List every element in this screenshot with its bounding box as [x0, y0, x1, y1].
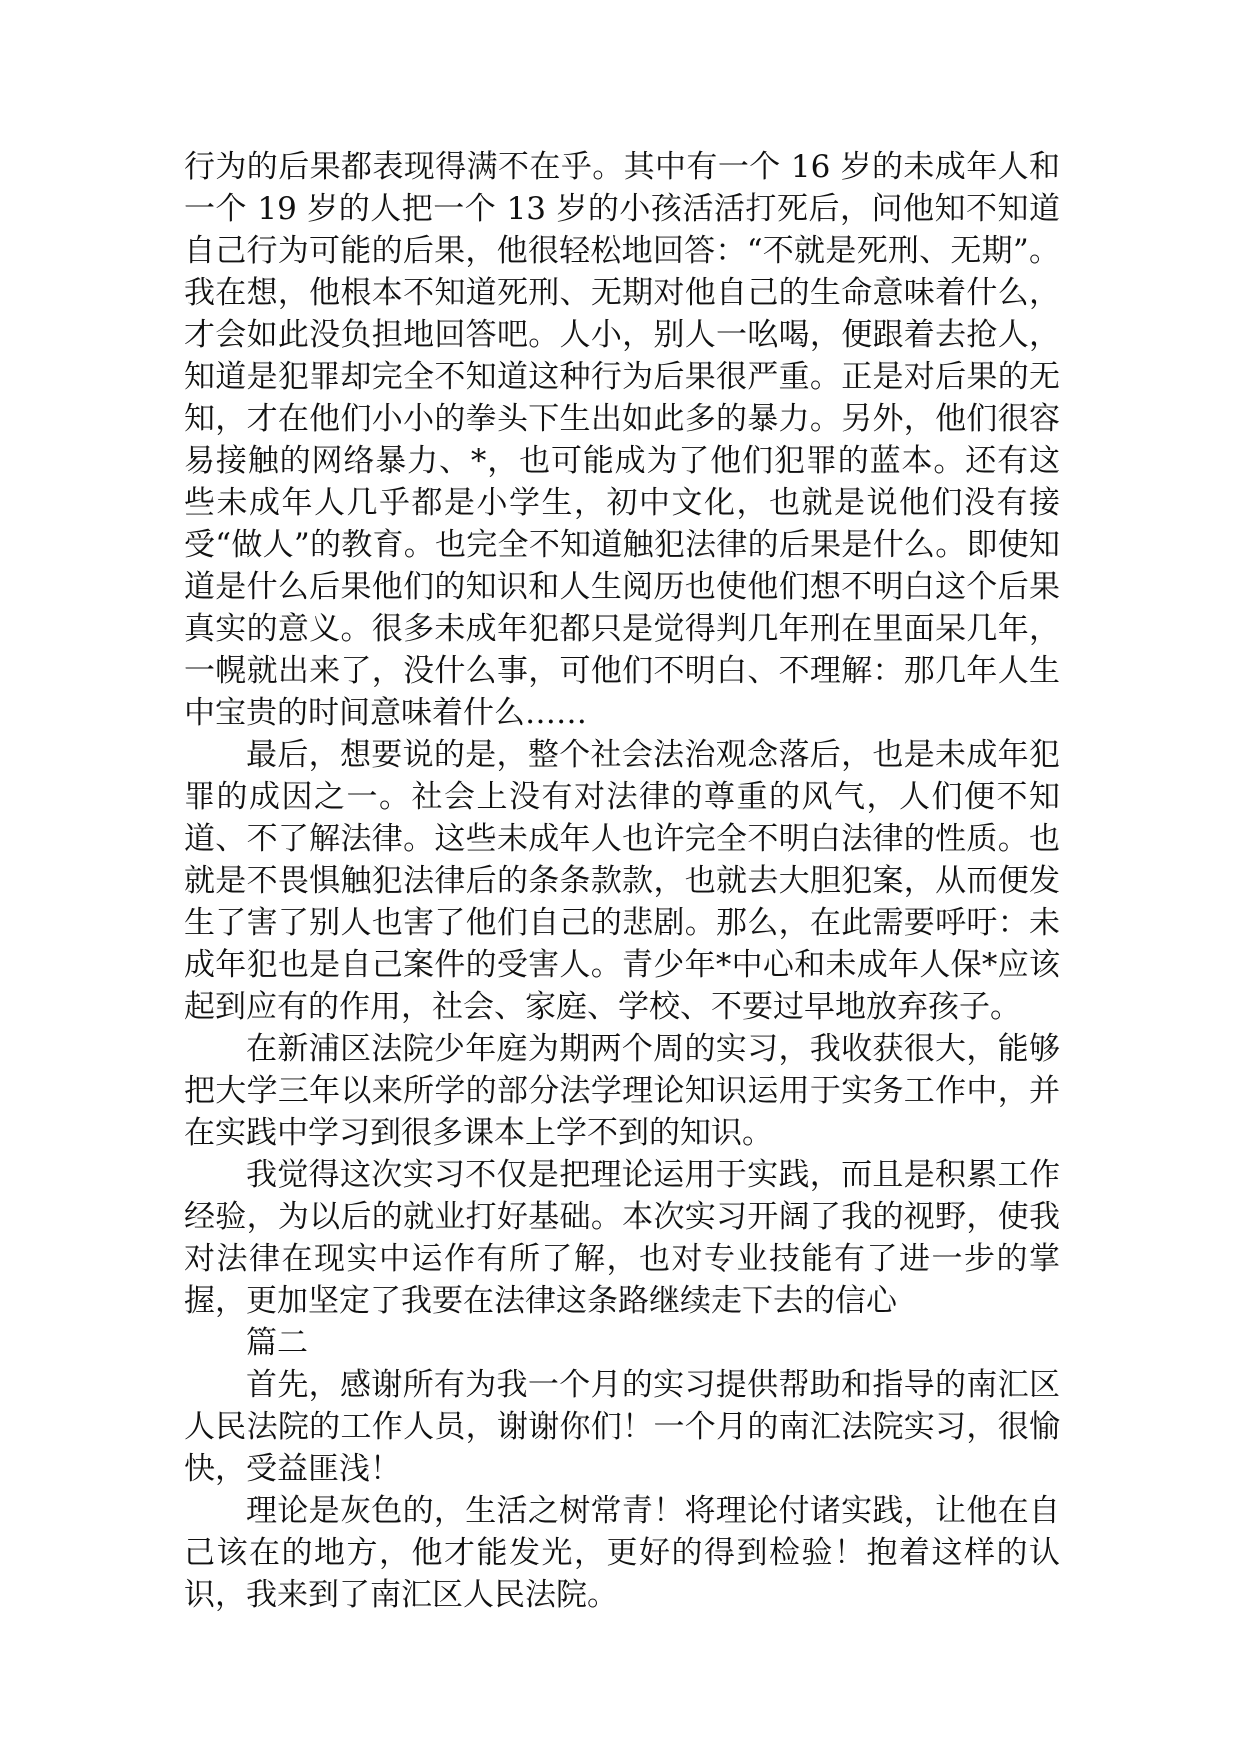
paragraph-internship-reflection: 我觉得这次实习不仅是把理论运用于实践，而且是积累工作经验，为以后的就业打好基础。本次实习开阔了我的视野，使我对法律在现实中运作有所了解，也对专业技能有了进一步的掌握，更加坚定了我要在法律这条路继续走下去的信心	[184, 1157, 1060, 1319]
section-heading-part-two: 篇二	[246, 1325, 308, 1361]
paragraph-thanks: 首先，感谢所有为我一个月的实习提供帮助和指导的南汇区人民法院的工作人员，谢谢你们！一个月的南汇法院实习，很愉快，受益匪浅！	[184, 1367, 1060, 1487]
document-body	[184, 146, 1060, 1616]
paragraph-theory-practice: 理论是灰色的，生活之树常青！将理论付诸实践，让他在自己该在的地方，他才能发光，更好的得到检验！抱着这样的认识，我来到了南汇区人民法院。	[184, 1493, 1060, 1613]
paragraph-conclusion: 最后，想要说的是，整个社会法治观念落后，也是未成年犯罪的成因之一。社会上没有对法律的尊重的风气，人们便不知道、不了解法律。这些未成年人也许完全不明白法律的性质。也就是不畏惧触犯法律后的条条款款，也就去大胆犯案，从而便发生了害了别人也害了他们自己的悲剧。那么，在此需要呼吁：未成年犯也是自己案件的受害人。青少年*中心和未成年人保*应该起到应有的作用，社会、家庭、学校、不要过早地放弃孩子。	[184, 737, 1060, 1025]
paragraph-internship-gain: 在新浦区法院少年庭为期两个周的实习，我收获很大，能够把大学三年以来所学的部分法学理论知识运用于实务工作中，并在实践中学习到很多课本上学不到的知识。	[184, 1031, 1060, 1151]
paragraph-continuation: 行为的后果都表现得满不在乎。其中有一个 16 岁的未成年人和一个 19 岁的人把一个 13 岁的小孩活活打死后，问他知不知道自己行为可能的后果，他很轻松地回答：“不就是死刑、无期”。我在想，他根本不知道死刑、无期对他自己的生命意味着什么，才会如此没负担地回答吧。人小，别人一吆喝，便跟着去抢人，知道是犯罪却完全不知道这种行为后果很严重。正是对后果的无知，才在他们小小的拳头下生出如此多的暴力。另外，他们很容易接触的网络暴力、*，也可能成为了他们犯罪的蓝本。还有这些未成年人几乎都是小学生，初中文化，也就是说他们没有接受“做人”的教育。也完全不知道触犯法律的后果是什么。即使知道是什么后果他们的知识和人生阅历也使他们想不明白这个后果真实的意义。很多未成年犯都只是觉得判几年刑在里面呆几年，一幌就出来了，没什么事，可他们不明白、不理解：那几年人生中宝贵的时间意味着什么……	[184, 149, 1060, 731]
